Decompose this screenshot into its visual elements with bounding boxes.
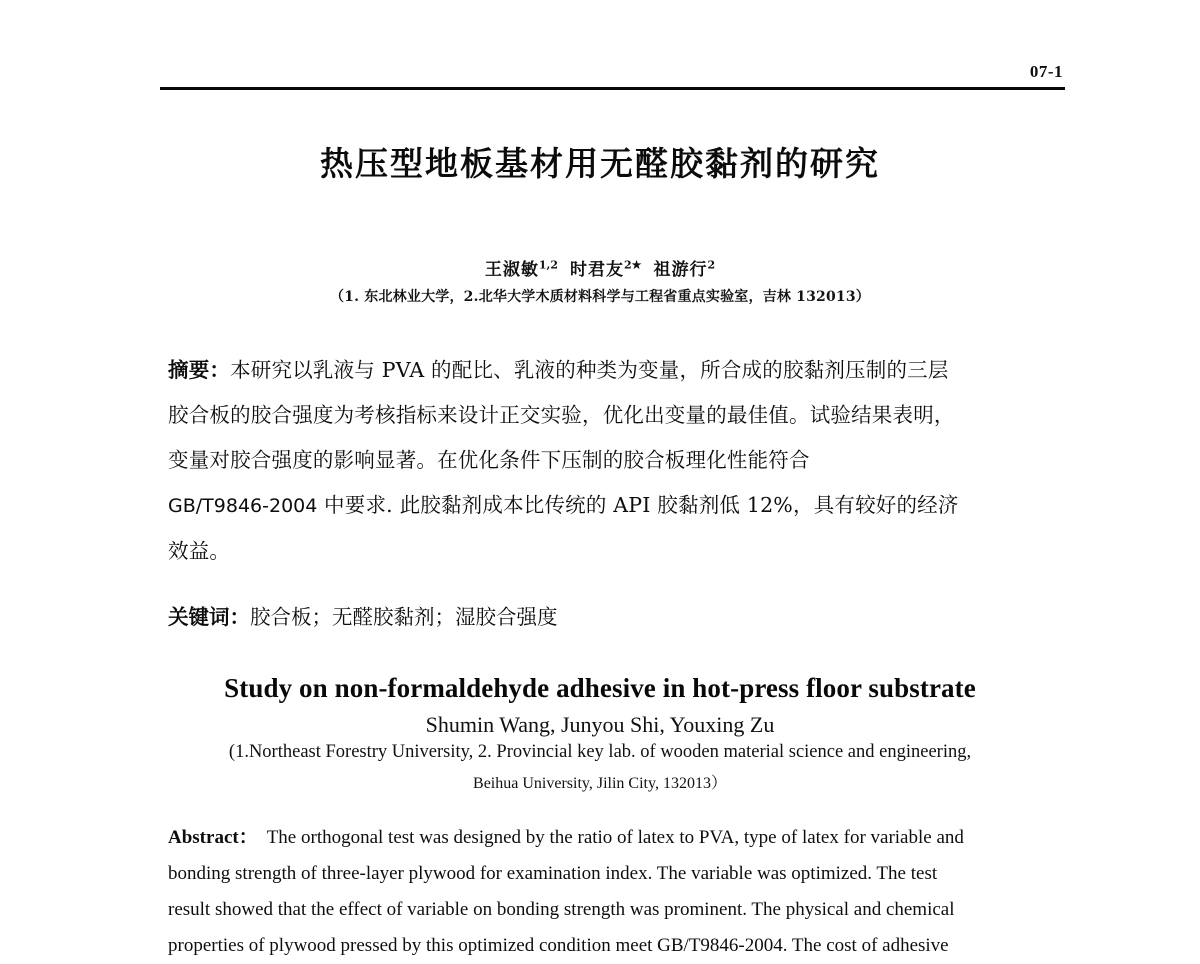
page-title-english: Study on non-formaldehyde adhesive in hot-press floor substrate [224, 673, 976, 703]
page-header [160, 62, 1065, 90]
abstract-english [168, 820, 1070, 964]
keywords-text: 胶合板；无醛胶黏剂；湿胶合强度 [250, 605, 558, 629]
author-name: 时君友 [569, 260, 624, 280]
abstract-line [168, 483, 1068, 529]
keywords-label-chinese: 关键词： [168, 605, 250, 629]
abstract-line: 变量对胶合强度的影响显著。在优化条件下压制的胶合板理化性能符合 [168, 448, 810, 472]
author-affiliation-marker: 2★ [623, 258, 642, 272]
author-affiliation-marker: 2 [707, 258, 716, 272]
author-name: 王淑敏 [484, 260, 539, 280]
author-list-english: Shumin Wang, Junyou Shi, Youxing Zu [425, 712, 775, 737]
abstract-line: properties of plywood pressed by this optimized condition meet GB/T9846-2004. The cost of adhesive [168, 935, 949, 956]
standard-code: GB/T9846-2004 [168, 495, 318, 517]
abstract-label-chinese: 摘要： [168, 358, 231, 382]
page-title-chinese: 热压型地板基材用无醛胶黏剂的研究 [320, 144, 880, 183]
abstract-line [168, 348, 1068, 393]
affiliation-english-line2: Beihua University, Jilin City, 132013） [473, 775, 727, 792]
abstract-text: 中要求. 此胶黏剂成本比传统的 API 胶黏剂低 12%，具有较好的经济 [324, 493, 959, 517]
abstract-text: The orthogonal test was designed by the ratio of latex to PVA, type of latex for variable and [266, 827, 964, 848]
abstract-line [168, 820, 1070, 856]
abstract-label-english: Abstract： [168, 827, 258, 848]
folio-number: 07-1 [1029, 62, 1063, 81]
author-list-chinese [0, 255, 1200, 280]
keywords-chinese [168, 600, 558, 630]
affiliation-english-line1: (1.Northeast Forestry University, 2. Provincial key lab. of wooden material science and engineering, [228, 742, 972, 762]
header-rule [160, 87, 1065, 90]
author-affiliation-marker: 1,2 [538, 258, 558, 272]
abstract-line: result showed that the effect of variable on bonding strength was prominent. The physical and chemical [168, 899, 955, 920]
abstract-line: 效益。 [168, 539, 231, 563]
abstract-text: 本研究以乳液与 PVA 的配比、乳液的种类为变量，所合成的胶黏剂压制的三层 [230, 358, 949, 382]
abstract-chinese [168, 348, 1068, 574]
affiliation-chinese: （1. 东北林业大学，2.北华大学木质材料科学与工程省重点实验室，吉林 132013） [329, 289, 871, 305]
author-name: 祖游行 [653, 260, 708, 280]
abstract-line: 胶合板的胶合强度为考核指标来设计正交实验，优化出变量的最佳值。试验结果表明， [168, 403, 955, 427]
abstract-line: bonding strength of three-layer plywood for examination index. The variable was optimized. The test [168, 863, 938, 884]
